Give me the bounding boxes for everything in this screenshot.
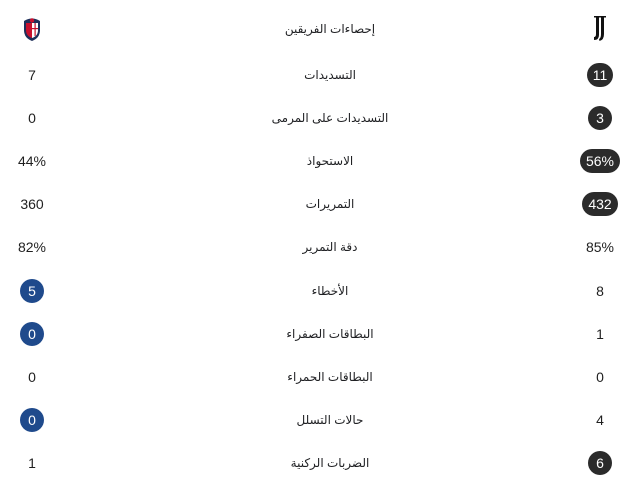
stats-title: إحصاءات الفريقين: [284, 22, 376, 36]
stat-row: [0, 60, 640, 90]
home-stat-value: 0: [596, 369, 604, 385]
stat-row: [0, 448, 640, 478]
stat-label: الاستحواذ: [306, 154, 354, 168]
away-stat-value: 0: [28, 110, 36, 126]
stat-row: [0, 232, 640, 262]
away-stat-value: 7: [28, 67, 36, 83]
stat-row: [0, 189, 640, 219]
away-stat-cell: [0, 60, 64, 90]
home-stat-value: 3: [588, 106, 612, 130]
home-stat-value: 4: [596, 412, 604, 428]
stat-row: [0, 276, 640, 306]
stat-label: البطاقات الحمراء: [287, 370, 373, 384]
stat-label: دقة التمرير: [302, 240, 358, 254]
away-stat-cell: [0, 362, 64, 392]
home-stat-cell: [560, 103, 640, 133]
home-stat-cell: [560, 362, 640, 392]
away-stat-cell: [0, 189, 64, 219]
stat-label: الأخطاء: [311, 284, 349, 298]
home-stat-cell: [560, 146, 640, 176]
home-stat-cell: [560, 405, 640, 435]
home-stat-cell: [560, 276, 640, 306]
away-stat-value: 44%: [17, 153, 47, 169]
stats-header-row: [0, 14, 640, 44]
home-stat-cell: [560, 60, 640, 90]
away-stat-cell: [0, 276, 64, 306]
home-stat-cell: [560, 448, 640, 478]
home-stat-cell: [560, 232, 640, 262]
away-stat-cell: [0, 103, 64, 133]
stat-label: البطاقات الصفراء: [286, 327, 374, 341]
home-stat-value: 1: [596, 326, 604, 342]
bologna-crest-icon: [22, 16, 42, 42]
away-stat-cell: [0, 232, 64, 262]
away-stat-value: 0: [20, 322, 44, 346]
away-stat-value: 0: [20, 408, 44, 432]
home-stat-value: 432: [582, 192, 617, 216]
away-stat-value: 82%: [17, 239, 47, 255]
home-stat-value: 85%: [585, 239, 615, 255]
away-stat-value: 1: [28, 455, 36, 471]
home-stat-value: 8: [596, 283, 604, 299]
away-stat-cell: [0, 405, 64, 435]
stat-row: [0, 405, 640, 435]
away-stat-value: 5: [20, 279, 44, 303]
stat-row: [0, 103, 640, 133]
away-team-crest: [0, 14, 64, 44]
away-stat-value: 0: [28, 369, 36, 385]
stat-row: [0, 146, 640, 176]
away-stat-cell: [0, 448, 64, 478]
stat-label: التمريرات: [305, 197, 355, 211]
home-stat-cell: [560, 319, 640, 349]
stat-row: [0, 362, 640, 392]
home-stat-value: 56%: [580, 149, 620, 173]
stat-label: حالات التسلل: [296, 413, 364, 427]
home-stat-cell: [560, 189, 640, 219]
away-stat-value: 360: [20, 196, 44, 212]
away-stat-cell: [0, 319, 64, 349]
stat-label: الضربات الركنية: [290, 456, 370, 470]
stat-label: التسديدات على المرمى: [271, 111, 389, 125]
stat-row: [0, 319, 640, 349]
juventus-crest-icon: [590, 15, 610, 43]
home-stat-value: 11: [587, 63, 614, 87]
home-stat-value: 6: [588, 451, 612, 475]
stat-label: التسديدات: [304, 68, 356, 82]
home-team-crest: [560, 14, 640, 44]
away-stat-cell: [0, 146, 64, 176]
